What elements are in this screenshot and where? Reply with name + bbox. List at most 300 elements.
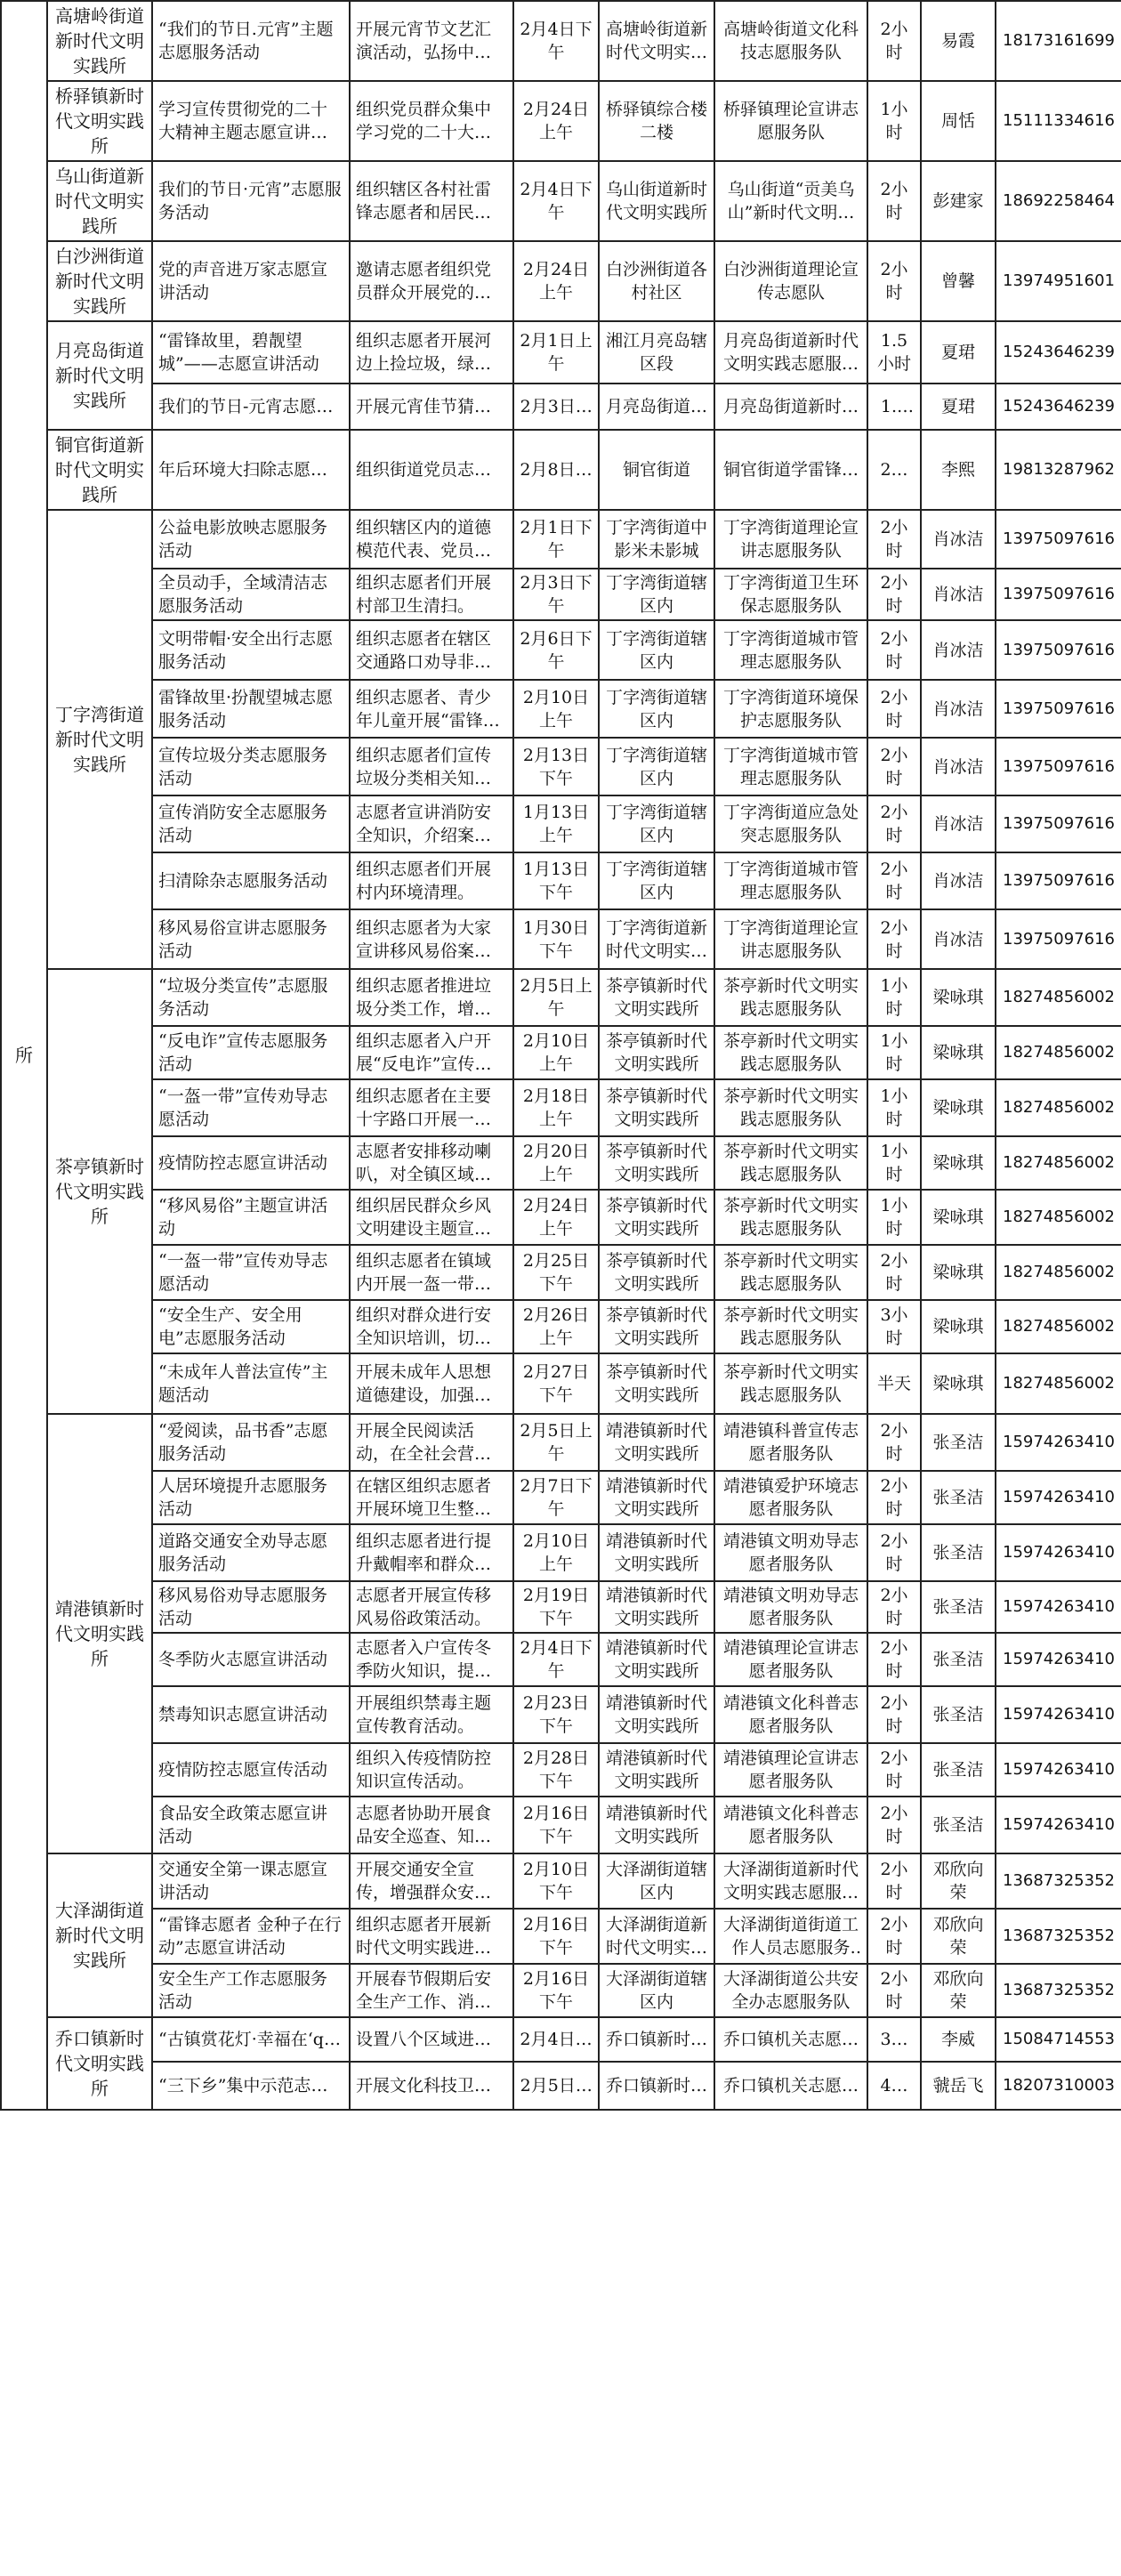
place-text: 乔口镇新时代 bbox=[605, 2030, 707, 2049]
duration-cell bbox=[867, 1853, 921, 1909]
team-cell bbox=[714, 795, 867, 852]
time-cell bbox=[513, 1743, 599, 1797]
contact-text: 梁咏琪 bbox=[932, 1374, 984, 1393]
phone-cell bbox=[996, 1136, 1121, 1190]
content-cell bbox=[350, 321, 513, 384]
time-text: 2月16日下午 bbox=[522, 1969, 590, 2012]
team-text: 月亮岛街道新时代文明实践志愿服务 bbox=[722, 331, 859, 374]
time-text: 2月4日下午 bbox=[520, 180, 593, 222]
table-row bbox=[1, 1964, 1121, 2017]
time-text: 2月3日下午 bbox=[520, 573, 593, 616]
content-text: 组织志愿者、青少年儿童开展“雷锋故 bbox=[356, 687, 500, 731]
content-text: 组织志愿者在镇域内开展一盔一带宣 bbox=[356, 1251, 492, 1294]
content-text: 组织街道党员志愿 bbox=[356, 460, 492, 480]
content-text: 开展元宵节文艺汇演活动，弘扬中华 bbox=[356, 20, 492, 62]
name-text: 人居环境提升志愿服务活动 bbox=[158, 1476, 328, 1519]
phone-text: 18274856002 bbox=[1003, 1207, 1115, 1226]
phone-cell bbox=[996, 1686, 1121, 1743]
duration-cell bbox=[867, 1414, 921, 1471]
station-cell: 丁字湾街道新时代文明实践所 bbox=[47, 510, 152, 969]
name-cell bbox=[152, 81, 350, 161]
place-text: 茶亭镇新时代文明实践所 bbox=[605, 1305, 707, 1348]
name-cell bbox=[152, 1190, 350, 1245]
team-text: 乌山街道“贡美乌山”新时代文明实 bbox=[727, 180, 855, 222]
contact-cell bbox=[921, 1524, 996, 1581]
contact-cell bbox=[921, 1, 996, 81]
contact-text: 梁咏琪 bbox=[932, 1263, 984, 1282]
place-text: 茶亭镇新时代文明实践所 bbox=[605, 1251, 707, 1294]
time-cell bbox=[513, 241, 599, 321]
duration-text: 1小时 bbox=[880, 1086, 908, 1129]
team-cell bbox=[714, 738, 867, 795]
team-cell bbox=[714, 969, 867, 1026]
team-cell bbox=[714, 1414, 867, 1471]
table-row bbox=[1, 569, 1121, 620]
content-text: 设置八个区域进行 bbox=[356, 2030, 492, 2049]
duration-text: 2小时 bbox=[880, 1476, 908, 1519]
team-text: 靖港镇理论宣讲志愿者服务队 bbox=[722, 1748, 859, 1791]
phone-text: 18274856002 bbox=[1003, 1263, 1115, 1281]
phone-text: 15974263410 bbox=[1003, 1488, 1115, 1506]
name-cell bbox=[152, 2062, 350, 2110]
duration-text: 1小时 bbox=[880, 976, 908, 1019]
time-text: 2月10日上午 bbox=[522, 687, 590, 731]
phone-text: 13975097616 bbox=[1003, 929, 1115, 949]
place-text: 靖港镇新时代文明实践所 bbox=[605, 1638, 707, 1681]
time-text: 2月5日-7 bbox=[520, 2076, 593, 2096]
contact-cell bbox=[921, 1686, 996, 1743]
time-cell bbox=[513, 430, 599, 510]
contact-cell bbox=[921, 1471, 996, 1524]
name-text: 扫清除杂志愿服务活动 bbox=[158, 871, 328, 891]
phone-cell bbox=[996, 852, 1121, 909]
contact-text: 张圣洁 bbox=[932, 1543, 984, 1563]
contact-text: 梁咏琪 bbox=[932, 1207, 984, 1227]
duration-cell bbox=[867, 680, 921, 738]
time-text: 2月7日下午 bbox=[520, 1476, 593, 1519]
team-cell bbox=[714, 1853, 867, 1909]
team-cell bbox=[714, 1964, 867, 2017]
content-text: 志愿者安排移动喇叭，对全镇区域进 bbox=[356, 1142, 492, 1184]
place-cell bbox=[599, 1, 714, 81]
place-text: 丁字湾街道辖区内 bbox=[605, 745, 707, 788]
phone-text: 18274856002 bbox=[1003, 988, 1115, 1006]
place-cell bbox=[599, 1471, 714, 1524]
time-text: 2月8日上 bbox=[520, 460, 593, 480]
contact-cell bbox=[921, 1964, 996, 2017]
team-text: 靖港镇文化科普志愿者服务队 bbox=[722, 1693, 859, 1736]
name-text: 雷锋故里·扮靓望城志愿服务活动 bbox=[158, 687, 334, 731]
team-text: 茶亭新时代文明实践志愿服务队 bbox=[722, 1086, 859, 1129]
time-text: 2月16日下午 bbox=[522, 1915, 590, 1958]
time-text: 2月10日下午 bbox=[522, 1860, 590, 1902]
phone-text: 15974263410 bbox=[1003, 1543, 1115, 1562]
table-row bbox=[1, 620, 1121, 680]
name-text: 道路交通安全劝导志愿服务活动 bbox=[158, 1531, 328, 1574]
duration-text: 2小时 bbox=[880, 1804, 908, 1846]
phone-cell bbox=[996, 321, 1121, 384]
content-cell bbox=[350, 510, 513, 569]
duration-text: 2小时 bbox=[880, 260, 908, 303]
phone-cell bbox=[996, 738, 1121, 795]
content-text: 志愿者入户宣传冬季防火知识，提升 bbox=[356, 1638, 492, 1681]
phone-cell bbox=[996, 1471, 1121, 1524]
table-row bbox=[1, 1353, 1121, 1414]
phone-cell bbox=[996, 795, 1121, 852]
duration-text: 2小时 bbox=[880, 1638, 908, 1681]
team-text: 茶亭新时代文明实践志愿服务队 bbox=[722, 1251, 859, 1294]
duration-cell bbox=[867, 81, 921, 161]
time-cell bbox=[513, 1079, 599, 1136]
name-cell bbox=[152, 1136, 350, 1190]
contact-cell bbox=[921, 569, 996, 620]
team-cell bbox=[714, 1245, 867, 1300]
name-cell bbox=[152, 569, 350, 620]
time-text: 2月20日上午 bbox=[522, 1142, 590, 1184]
content-text: 开展全民阅读活动，在全社会营 bbox=[356, 1421, 475, 1464]
duration-text: 2小时 bbox=[880, 803, 908, 845]
contact-text: 肖冰洁 bbox=[932, 640, 984, 660]
duration-cell bbox=[867, 1245, 921, 1300]
place-text: 丁字湾街道辖区内 bbox=[605, 860, 707, 902]
place-cell bbox=[599, 1026, 714, 1079]
name-text: 宣传消防安全志愿服务活动 bbox=[158, 803, 328, 845]
duration-cell bbox=[867, 909, 921, 969]
name-text: 食品安全政策志愿宣讲活动 bbox=[158, 1804, 328, 1846]
team-cell bbox=[714, 1471, 867, 1524]
content-cell bbox=[350, 1245, 513, 1300]
time-cell bbox=[513, 852, 599, 909]
name-text: 我们的节日·元宵”志愿服务活动 bbox=[158, 180, 342, 222]
contact-cell bbox=[921, 909, 996, 969]
duration-text: 2小时 bbox=[880, 860, 908, 902]
contact-text: 肖冰洁 bbox=[932, 814, 984, 834]
content-text: 组织志愿者入户开展“反电诈”宣传活 bbox=[356, 1031, 492, 1074]
place-cell bbox=[599, 569, 714, 620]
content-cell bbox=[350, 161, 513, 241]
name-cell bbox=[152, 1471, 350, 1524]
team-text: 茶亭新时代文明实践志愿服务队 bbox=[722, 976, 859, 1019]
team-cell bbox=[714, 384, 867, 430]
place-text: 桥驿镇综合楼二楼 bbox=[605, 100, 707, 142]
time-cell bbox=[513, 1686, 599, 1743]
time-cell bbox=[513, 969, 599, 1026]
table-row bbox=[1, 795, 1121, 852]
name-cell bbox=[152, 909, 350, 969]
phone-cell bbox=[996, 620, 1121, 680]
table-row bbox=[1, 1026, 1121, 1079]
contact-cell bbox=[921, 510, 996, 569]
place-cell bbox=[599, 1136, 714, 1190]
name-cell bbox=[152, 1909, 350, 1964]
content-text: 开展文化科技卫 bbox=[356, 2076, 475, 2096]
contact-cell bbox=[921, 1190, 996, 1245]
team-text: 高塘岭街道文化科技志愿服务队 bbox=[722, 20, 859, 62]
content-cell bbox=[350, 1797, 513, 1853]
duration-cell bbox=[867, 241, 921, 321]
time-cell bbox=[513, 1300, 599, 1353]
station-cell: 月亮岛街道新时代文明实践所 bbox=[47, 321, 152, 430]
team-cell bbox=[714, 1, 867, 81]
phone-text: 15974263410 bbox=[1003, 1760, 1115, 1779]
name-text: 疫情防控志愿宣传活动 bbox=[158, 1760, 328, 1780]
name-cell bbox=[152, 1797, 350, 1853]
table-row bbox=[1, 384, 1121, 430]
time-cell bbox=[513, 909, 599, 969]
phone-cell bbox=[996, 1245, 1121, 1300]
team-cell bbox=[714, 1909, 867, 1964]
team-text: 大泽湖街道街道工作人员志愿服务 bbox=[722, 1915, 859, 1958]
phone-cell bbox=[996, 1026, 1121, 1079]
duration-cell bbox=[867, 1471, 921, 1524]
content-cell bbox=[350, 384, 513, 430]
place-cell bbox=[599, 510, 714, 569]
phone-text: 18173161699 bbox=[1003, 31, 1115, 50]
team-cell bbox=[714, 510, 867, 569]
place-cell bbox=[599, 1414, 714, 1471]
phone-cell bbox=[996, 1743, 1121, 1797]
time-cell bbox=[513, 1190, 599, 1245]
contact-text: 肖冰洁 bbox=[932, 756, 984, 777]
duration-cell bbox=[867, 1686, 921, 1743]
name-cell bbox=[152, 1079, 350, 1136]
content-text: 开展元宵佳节猜灯 bbox=[356, 397, 492, 416]
content-cell bbox=[350, 738, 513, 795]
time-cell bbox=[513, 1471, 599, 1524]
team-text: 茶亭新时代文明实践志愿服务队 bbox=[722, 1362, 859, 1405]
team-text: 白沙洲街道理论宣传志愿队 bbox=[722, 260, 859, 303]
contact-cell bbox=[921, 1633, 996, 1686]
contact-cell bbox=[921, 81, 996, 161]
contact-text: 梁咏琪 bbox=[932, 1317, 984, 1336]
place-text: 靖港镇新时代文明实践所 bbox=[605, 1531, 707, 1574]
team-cell bbox=[714, 1136, 867, 1190]
phone-text: 13687325352 bbox=[1003, 1926, 1115, 1945]
phone-text: 15974263410 bbox=[1003, 1597, 1115, 1616]
duration-text: 2小 bbox=[880, 460, 908, 480]
content-text: 开展春节假期后安全生产工作、消 bbox=[356, 1969, 492, 2012]
phone-text: 18274856002 bbox=[1003, 1317, 1115, 1336]
place-text: 丁字湾街道辖区内 bbox=[605, 687, 707, 731]
name-cell bbox=[152, 384, 350, 430]
station-cell: 茶亭镇新时代文明实践所 bbox=[47, 969, 152, 1414]
content-cell bbox=[350, 1414, 513, 1471]
phone-cell bbox=[996, 1300, 1121, 1353]
content-text: 组织居民群众乡风文明建设主题宣讲 bbox=[356, 1196, 492, 1239]
contact-text: 夏珺 bbox=[940, 343, 975, 362]
place-cell bbox=[599, 852, 714, 909]
station-cell: 乌山街道新时代文明实践所 bbox=[47, 161, 152, 241]
name-text: 年后环境大扫除志愿服 bbox=[158, 460, 328, 480]
content-text: 组织辖区各村社雷锋志愿者和居民群 bbox=[356, 180, 492, 222]
place-text: 大泽湖街道新时代文明实践 bbox=[605, 1915, 707, 1958]
team-cell bbox=[714, 909, 867, 969]
phone-cell bbox=[996, 680, 1121, 738]
team-cell bbox=[714, 1190, 867, 1245]
team-text: 茶亭新时代文明实践志愿服务队 bbox=[722, 1031, 859, 1074]
table-row bbox=[1, 81, 1121, 161]
name-cell bbox=[152, 321, 350, 384]
time-text: 2月4日下 bbox=[520, 2030, 593, 2049]
duration-text: 2小时 bbox=[880, 1969, 908, 2012]
duration-cell bbox=[867, 1909, 921, 1964]
content-cell bbox=[350, 1471, 513, 1524]
contact-cell bbox=[921, 1079, 996, 1136]
contact-text: 梁咏琪 bbox=[932, 1098, 984, 1118]
content-text: 组织辖区内的道德模范代表、党员、 bbox=[356, 518, 492, 561]
team-text: 桥驿镇理论宣讲志愿服务队 bbox=[722, 100, 859, 142]
contact-cell bbox=[921, 1414, 996, 1471]
table-row bbox=[1, 738, 1121, 795]
table-row bbox=[1, 510, 1121, 569]
name-text: “一盔一带”宣传劝导志愿活动 bbox=[158, 1251, 328, 1294]
duration-cell bbox=[867, 1964, 921, 2017]
phone-cell bbox=[996, 2062, 1121, 2110]
content-cell bbox=[350, 1743, 513, 1797]
phone-cell bbox=[996, 1909, 1121, 1964]
name-cell bbox=[152, 1300, 350, 1353]
content-cell bbox=[350, 1633, 513, 1686]
phone-cell bbox=[996, 1353, 1121, 1414]
place-text: 湘江月亮岛辖区段 bbox=[605, 331, 707, 374]
content-text: 组织志愿者们开展村部卫生清扫。 bbox=[356, 573, 492, 616]
duration-cell bbox=[867, 1633, 921, 1686]
team-cell bbox=[714, 1079, 867, 1136]
time-cell bbox=[513, 620, 599, 680]
place-cell bbox=[599, 795, 714, 852]
table-row bbox=[1, 1136, 1121, 1190]
name-cell bbox=[152, 2017, 350, 2062]
table-row bbox=[1, 430, 1121, 510]
place-text: 靖港镇新时代文明实践所 bbox=[605, 1693, 707, 1736]
place-text: 茶亭镇新时代文明实践所 bbox=[605, 976, 707, 1019]
time-cell bbox=[513, 569, 599, 620]
team-text: 靖港镇理论宣讲志愿者服务队 bbox=[722, 1638, 859, 1681]
duration-cell bbox=[867, 384, 921, 430]
time-cell bbox=[513, 2017, 599, 2062]
name-cell bbox=[152, 430, 350, 510]
team-text: 乔口镇机关志愿服 bbox=[722, 2030, 859, 2049]
time-text: 2月13日下午 bbox=[522, 745, 590, 788]
place-cell bbox=[599, 1686, 714, 1743]
duration-text: 2小时 bbox=[880, 1251, 908, 1294]
name-text: 疫情防控志愿宣讲活动 bbox=[158, 1153, 328, 1173]
name-text: 禁毒知识志愿宣讲活动 bbox=[158, 1705, 328, 1724]
place-cell bbox=[599, 680, 714, 738]
place-text: 大泽湖街道辖区内 bbox=[605, 1860, 707, 1902]
duration-text: 2小时 bbox=[880, 745, 908, 788]
contact-text: 周恬 bbox=[940, 111, 975, 131]
time-cell bbox=[513, 1581, 599, 1633]
time-text: 2月5日上午 bbox=[520, 976, 593, 1019]
duration-text: 1小时 bbox=[880, 1031, 908, 1074]
place-text: 茶亭镇新时代文明实践所 bbox=[605, 1031, 707, 1074]
duration-text: 2小时 bbox=[880, 1915, 908, 1958]
content-text: 组织党员群众集中学习党的二十大精 bbox=[356, 100, 492, 142]
station-cell: 靖港镇新时代文明实践所 bbox=[47, 1414, 152, 1853]
table-row bbox=[1, 1909, 1121, 1964]
duration-text: 2小时 bbox=[880, 628, 908, 672]
content-cell bbox=[350, 795, 513, 852]
phone-cell bbox=[996, 161, 1121, 241]
duration-cell bbox=[867, 510, 921, 569]
duration-cell bbox=[867, 1136, 921, 1190]
place-cell bbox=[599, 1797, 714, 1853]
time-cell bbox=[513, 1026, 599, 1079]
contact-text: 张圣洁 bbox=[932, 1650, 984, 1669]
content-text: 组织志愿者开展河边上捡垃圾，绿化 bbox=[356, 331, 492, 374]
phone-text: 15243646239 bbox=[1003, 343, 1115, 361]
phone-cell bbox=[996, 1190, 1121, 1245]
name-text: 党的声音进万家志愿宣讲活动 bbox=[158, 260, 328, 303]
contact-cell bbox=[921, 1797, 996, 1853]
category-cell: 所 bbox=[1, 1, 47, 2110]
name-cell bbox=[152, 1743, 350, 1797]
table-row bbox=[1, 1797, 1121, 1853]
contact-text: 梁咏琪 bbox=[932, 1043, 984, 1062]
content-cell bbox=[350, 1909, 513, 1964]
team-text: 靖港镇爱护环境志愿者服务队 bbox=[722, 1476, 859, 1519]
content-text: 组织志愿者开展新时代文明实践进基 bbox=[356, 1915, 492, 1958]
table-row bbox=[1, 1686, 1121, 1743]
time-cell bbox=[513, 738, 599, 795]
place-cell bbox=[599, 2062, 714, 2110]
team-cell bbox=[714, 1633, 867, 1686]
name-text: 我们的节日-元宵志愿服 bbox=[158, 397, 334, 416]
place-cell bbox=[599, 1353, 714, 1414]
phone-cell bbox=[996, 2017, 1121, 2062]
station-cell: 高塘岭街道新时代文明实践所 bbox=[47, 1, 152, 81]
time-text: 2月25日下午 bbox=[522, 1251, 590, 1294]
time-text: 2月4日下午 bbox=[520, 1638, 593, 1681]
contact-text: 张圣洁 bbox=[932, 1597, 984, 1617]
phone-cell bbox=[996, 384, 1121, 430]
time-cell bbox=[513, 510, 599, 569]
contact-text: 虢岳飞 bbox=[932, 2076, 984, 2096]
team-cell bbox=[714, 1026, 867, 1079]
team-cell bbox=[714, 1524, 867, 1581]
team-text: 靖港镇科普宣传志愿者服务队 bbox=[722, 1421, 859, 1464]
name-text: “未成年人普法宣传”主题活动 bbox=[158, 1362, 328, 1405]
place-text: 靖港镇新时代文明实践所 bbox=[605, 1804, 707, 1846]
table-row bbox=[1, 1190, 1121, 1245]
place-text: 靖港镇新时代文明实践所 bbox=[605, 1476, 707, 1519]
contact-cell bbox=[921, 1581, 996, 1633]
duration-cell bbox=[867, 1026, 921, 1079]
team-text: 丁字湾街道城市管理志愿服务队 bbox=[722, 860, 859, 902]
content-cell bbox=[350, 1524, 513, 1581]
phone-text: 13974951601 bbox=[1003, 271, 1115, 290]
contact-cell bbox=[921, 2062, 996, 2110]
time-text: 2月5日上午 bbox=[520, 1421, 593, 1464]
contact-cell bbox=[921, 430, 996, 510]
phone-text: 18207310003 bbox=[1003, 2076, 1115, 2095]
table-row bbox=[1, 2017, 1121, 2062]
station-cell: 白沙洲街道新时代文明实践所 bbox=[47, 241, 152, 321]
table-row bbox=[1, 241, 1121, 321]
contact-text: 邓欣向荣 bbox=[932, 1915, 984, 1958]
duration-cell bbox=[867, 321, 921, 384]
phone-cell bbox=[996, 1581, 1121, 1633]
place-cell bbox=[599, 1524, 714, 1581]
team-text: 丁字湾街道卫生环保志愿服务队 bbox=[722, 573, 859, 616]
content-text: 组织志愿者在辖区交通路口劝导非机 bbox=[356, 628, 492, 672]
time-text: 2月24日上午 bbox=[522, 260, 590, 303]
place-text: 茶亭镇新时代文明实践所 bbox=[605, 1142, 707, 1184]
duration-text: 1小时 bbox=[880, 1142, 908, 1184]
table-row bbox=[1, 1414, 1121, 1471]
place-cell bbox=[599, 1079, 714, 1136]
